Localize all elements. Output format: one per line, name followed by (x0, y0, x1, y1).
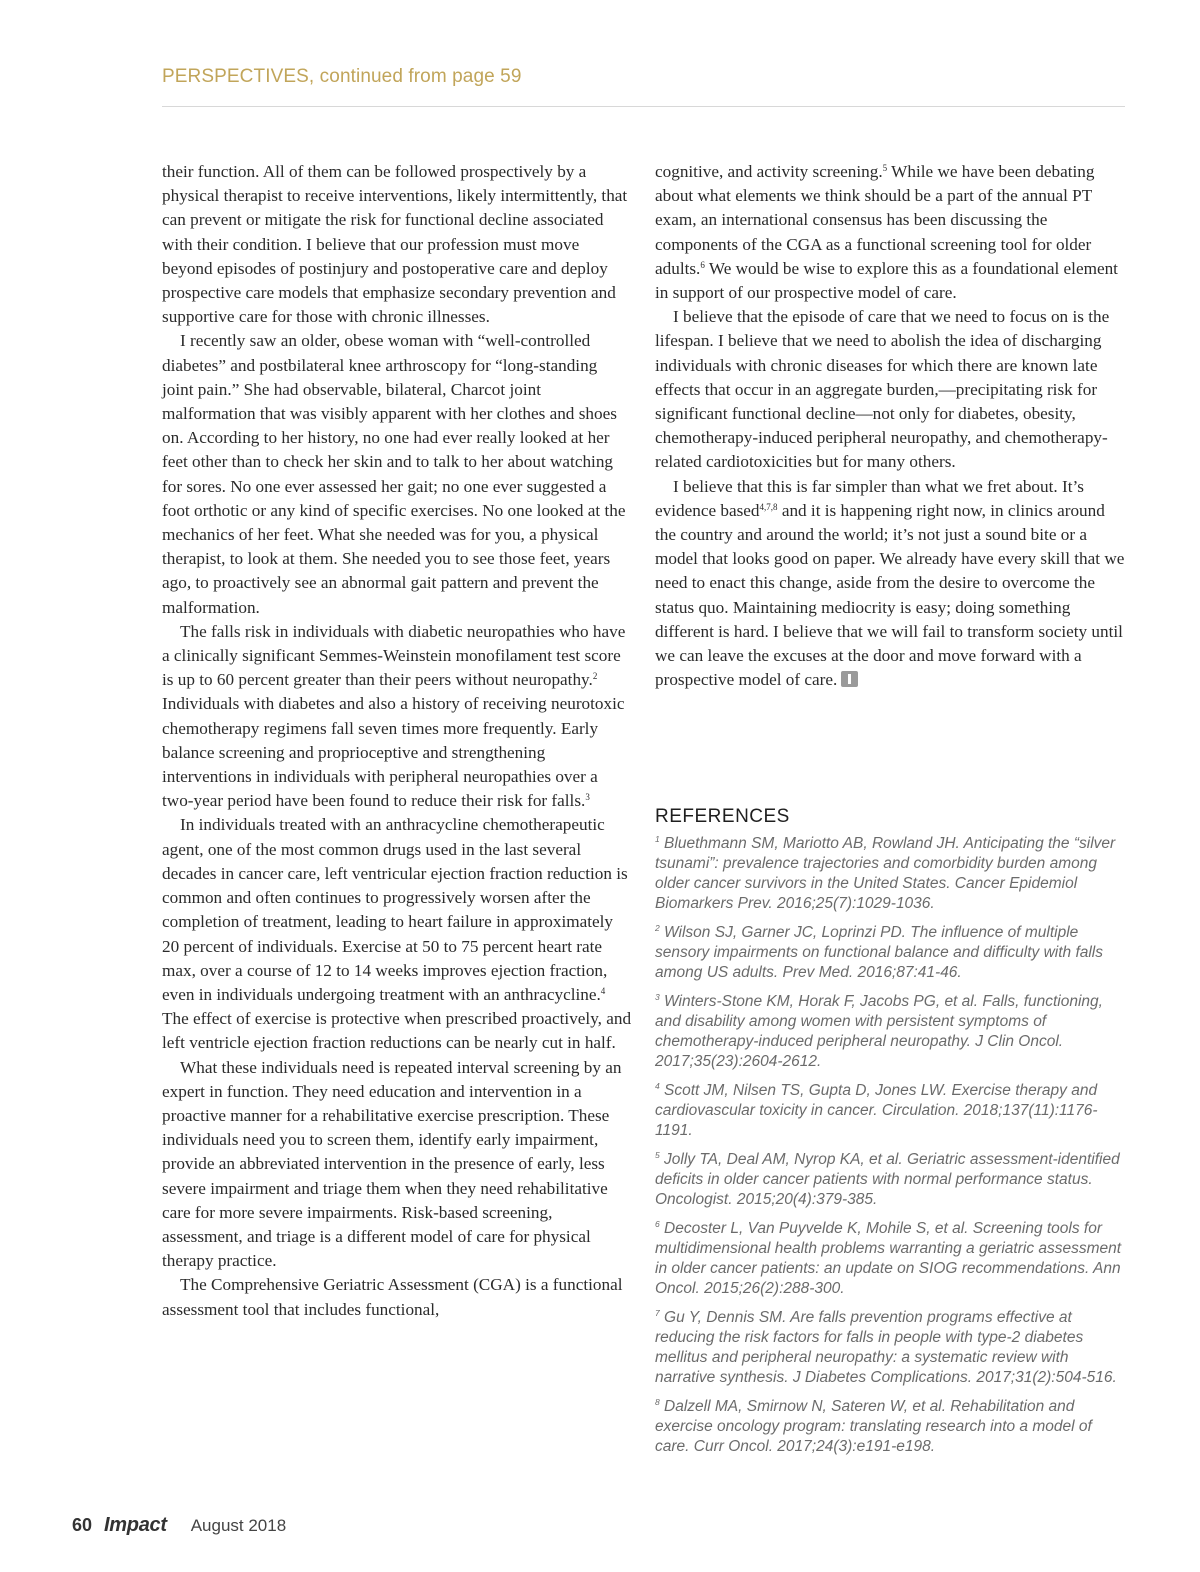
citation-superscript: 5 (882, 163, 888, 173)
references-list (655, 834, 1125, 1457)
reference-number: 8 (655, 1397, 660, 1407)
reference-item (655, 1081, 1125, 1141)
reference-number: 7 (655, 1308, 660, 1318)
paragraph-text: their function. All of them can be followed prospectively by a physical therapist to receive interventions, likely intermittently, that can prevent or mitigate the risk for functional decline associated with their condition. I believe that our profession must move beyond episodes of postinjury and postoperative care and deploy prospective care models that emphasize secondary prevention and supportive care for those with chronic illnesses. (162, 162, 628, 327)
paragraph-text: I believe that the episode of care that we need to focus on is the lifespan. I believe that we need to abolish the idea of discharging individuals with chronic diseases for which there are known late effects that occur in an aggregate burden,—precipitating risk for significant functional decline—not only for diabetes, obesity, chemotherapy-induced peripheral neuropathy, and chemotherapy-related cardiotoxicities but for many others. (655, 307, 1110, 472)
reference-item (655, 834, 1125, 914)
body-paragraph (655, 475, 1125, 693)
body-paragraph (162, 620, 632, 814)
body-paragraph (162, 160, 632, 329)
reference-item (655, 1150, 1125, 1210)
reference-number: 6 (655, 1219, 660, 1229)
body-paragraph (162, 329, 632, 619)
reference-number: 3 (655, 992, 660, 1002)
paragraph-text: cognitive, and activity screening. (655, 162, 883, 181)
body-paragraph (162, 1273, 632, 1321)
paragraph-text: The effect of exercise is protective when prescribed proactively, and left ventricle ejection fraction reductions can be nearly cut in half. (162, 1009, 632, 1053)
paragraph-text: I recently saw an older, obese woman with “well-controlled diabetes” and postbilateral knee arthroscopy for “long-standing joint pain.” She had observable, bilateral, Charcot joint malformation that was visibly apparent with her clothes and shoes on. According to her history, no one had ever really looked at her feet other than to check her skin and to talk to her about watching for sores. No one ever assessed her gait; no one ever suggested a foot orthotic or any kind of specific exercises. No one looked at the mechanics of her feet. What she needed was for you, a physical therapist, to look at them. She needed you to see those feet, years ago, to proactively see an abnormal gait pattern and prevent the malformation. (162, 331, 626, 617)
paragraph-text: In individuals treated with an anthracycline chemotherapeutic agent, one of the most common drugs used in the last several decades in cancer care, left ventricular ejection fraction reduction is common and often continues to progressively worsen after the completion of treatment, leading to heart failure in approximately 20 percent of individuals. Exercise at 50 to 75 percent heart rate max, over a course of 12 to 14 weeks improves ejection fraction, even in individuals undergoing treatment with an anthracycline. (162, 815, 628, 1004)
references-section (655, 806, 1125, 1466)
section-label: PERSPECTIVES (162, 66, 309, 87)
paragraph-text: We would be wise to explore this as a foundational element in support of our prospective model of care. (655, 258, 1118, 303)
continued-label: , continued from page 59 (308, 66, 522, 87)
reference-text: Dalzell MA, Smirnow N, Sateren W, et al. Rehabilitation and exercise oncology program: translating research into a model of care. Curr Oncol. 2017;24(3):e191-e198. (655, 1398, 1092, 1455)
reference-item (655, 1308, 1125, 1388)
body-paragraph (655, 305, 1125, 474)
reference-number: 5 (655, 1150, 660, 1160)
reference-item (655, 992, 1125, 1072)
right-body-column (655, 160, 1125, 692)
paragraph-text: While we have been debating about what elements we think should be a part of the annual PT exam, an international consensus has been discussing the components of the CGA as a functional screening tool for older adults. (655, 162, 1095, 278)
reference-text: Wilson SJ, Garner JC, Loprinzi PD. The influence of multiple sensory impairments on functional balance and difficulty with falls among US adults. Prev Med. 2016;87:41-46. (655, 924, 1104, 981)
body-paragraph (655, 160, 1125, 305)
reference-number: 1 (655, 834, 660, 844)
paragraph-text: The falls risk in individuals with diabetic neuropathies who have a clinically significant Semmes-Weinstein monofilament test score is up to 60 percent greater than their peers without neuropathy. (162, 621, 626, 690)
references-heading: REFERENCES (655, 806, 790, 827)
paragraph-text: Individuals with diabetes and also a history of receiving neurotoxic chemotherapy regimens fall seven times more frequently. Early balance screening and proprioceptive and strengthening interventions in individuals with peripheral neuropathies over a two-year period have been found to reduce their risk for falls. (162, 694, 625, 811)
page-footer (72, 1514, 286, 1537)
paragraph-text: The Comprehensive Geriatric Assessment (CGA) is a functional assessment tool that includes functional, (162, 1275, 623, 1319)
reference-item (655, 923, 1125, 983)
header-divider (162, 106, 1125, 107)
reference-text: Gu Y, Dennis SM. Are falls prevention programs effective at reducing the risk factors for falls in people with type-2 diabetes mellitus and peripheral neuropathy: a systematic review with narrative synthesis. J Diabetes Complications. 2017;31(2):504-516. (655, 1309, 1117, 1386)
reference-number: 4 (655, 1081, 660, 1091)
reference-text: Decoster L, Van Puyvelde K, Mohile S, et al. Screening tools for multidimensional health problems warranting a geriatric assessment in older cancer patients: an update on SIOG recommendations. Ann Oncol. 2015;26(2):288-300. (655, 1220, 1122, 1297)
running-head (162, 66, 1125, 88)
body-paragraph (162, 1056, 632, 1274)
paragraph-text: and it is happening right now, in clinics around the country and around the world; it’s not just a sound bite or a model that looks good on paper. We already have every skill that we need to enact this change, aside from the desire to overcome the status quo. Maintaining mediocrity is easy; doing something different is hard. I believe that we will fail to transform society until we can leave the excuses at the door and move forward with a prospective model of care. (655, 500, 1125, 690)
magazine-logo: Impact (104, 1514, 167, 1536)
reference-text: Scott JM, Nilsen TS, Gupta D, Jones LW. Exercise therapy and cardiovascular toxicity in cancer. Circulation. 2018;137(11):1176-1191. (655, 1082, 1098, 1139)
citation-superscript: 3 (585, 792, 590, 803)
article-end-icon (841, 671, 858, 687)
citation-superscript: 2 (592, 671, 598, 682)
body-paragraph (162, 813, 632, 1055)
paragraph-text: What these individuals need is repeated interval screening by an expert in function. They need education and intervention in a proactive manner for a rehabilitative exercise prescription. These individuals need you to screen them, identify early impairment, provide an abbreviated intervention in the presence of early, less severe impairment and triage them when they need rehabilitative care for more severe impairments. Risk-based screening, assessment, and triage is a different model of care for physical therapy practice. (162, 1057, 622, 1271)
reference-number: 2 (655, 923, 660, 933)
citation-superscript: 6 (700, 259, 705, 270)
reference-item (655, 1397, 1125, 1457)
citation-superscript: 4 (600, 985, 606, 996)
reference-item (655, 1219, 1125, 1299)
page-number: 60 (72, 1515, 93, 1535)
citation-superscript: 4,7,8 (759, 501, 778, 512)
issue-date: August 2018 (190, 1516, 287, 1535)
reference-text: Jolly TA, Deal AM, Nyrop KA, et al. Geriatric assessment-identified deficits in older cancer patients with normal performance status. Oncologist. 2015;20(4):379-385. (655, 1151, 1120, 1208)
paragraph-text: I believe that this is far simpler than what we fret about. It’s evidence based (655, 476, 1084, 520)
left-body-column (162, 160, 632, 1322)
reference-text: Bluethmann SM, Mariotto AB, Rowland JH. Anticipating the “silver tsunami”: prevalence trajectories and comorbidity burden among older cancer survivors in the United States. Cancer Epidemiol Biomarkers Prev. 2016;25(7):1029-1036. (655, 835, 1116, 912)
reference-text: Winters-Stone KM, Horak F, Jacobs PG, et al. Falls, functioning, and disability among women with persistent symptoms of chemotherapy-induced peripheral neuropathy. J Clin Oncol. 2017;35(23):2604-2612. (655, 993, 1103, 1070)
